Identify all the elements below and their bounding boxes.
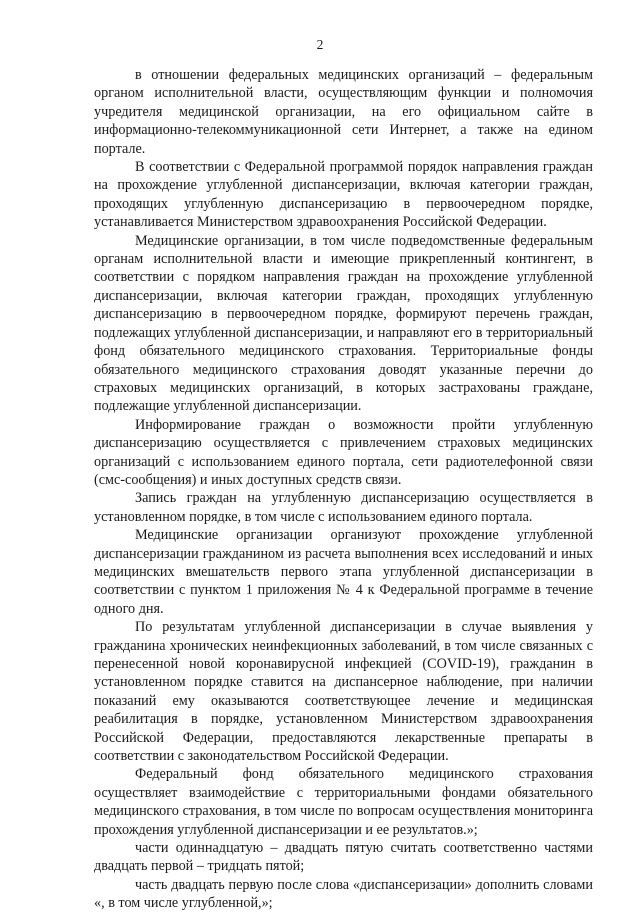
paragraph: части одиннадцатую – двадцать пятую считать соответственно частями двадцать первой – тридцать пятой; xyxy=(94,840,593,875)
paragraph: Медицинские организации организуют прохождение углубленной диспансеризации гражданином из расчета выполнения всех исследований и иных медицинских вмешательств первого этапа углубленной диспансеризации в соответствии с пунктом 1 приложения № 4 к Федеральной программе в течение одного дня. xyxy=(94,527,593,617)
page-number: 2 xyxy=(316,37,324,52)
paragraph: Информирование граждан о возможности пройти углубленную диспансеризацию осуществляется с привлечением страховых медицинских организаций с использованием единого портала, сети радиотелефонной связи (смс-сообщения) и иных доступных средств связи. xyxy=(94,416,593,488)
paragraph: В соответствии с Федеральной программой порядок направления граждан на прохождение углубленной диспансеризации, включая категории граждан, проходящих углубленную диспансеризацию в первоочередном порядке, устанавливается Министерством здравоохранения Российской Федерации. xyxy=(94,159,593,231)
paragraph: в отношении федеральных медицинских организаций – федеральным органом исполнительной власти, осуществляющим функции и полномочия учредителя медицинской организации, на его официальном сайте в информационно-телекоммуникационной сети Интернет, а также на едином портале. xyxy=(94,67,593,157)
document-body xyxy=(94,66,593,913)
paragraph: Медицинские организации, в том числе подведомственные федеральным органам исполнительной власти и имеющие прикрепленный контингент, в соответствии с порядком направления граждан на прохождение углубленной диспансеризации, включая категории граждан, проходящих углубленную диспансеризацию в первоочередном порядке, формируют перечень граждан, подлежащих углубленной диспансеризации, и направляют его в территориальный фонд обязательного медицинского страхования. Территориальные фонды обязательного медицинского страхования доводят указанные перечни до страховых медицинских организаций, в которых застрахованы граждане, подлежащие углубленной диспансеризации. xyxy=(94,232,593,415)
paragraph: часть двадцать первую после слова «диспансеризации» дополнить словами «, в том числе углубленной,»; xyxy=(94,876,593,912)
paragraph: По результатам углубленной диспансеризации в случае выявления у гражданина хронических неинфекционных заболеваний, в том числе связанных с перенесенной новой коронавирусной инфекцией (COVID-19), гражданин в установленном порядке ставится на диспансерное наблюдение, при наличии показаний ему оказываются соответствующее лечение и медицинская реабилитация в порядке, установленном Министерством здравоохранения Российской Федерации, предоставляются лекарственные препараты в соответствии с законодательством Российской Федерации. xyxy=(94,619,593,765)
paragraph: Запись граждан на углубленную диспансеризацию осуществляется в установленном порядке, в том числе с использованием единого портала. xyxy=(94,490,593,525)
paragraph: Федеральный фонд обязательного медицинского страхования осуществляет взаимодействие с территориальными фондами обязательного медицинского страхования, в том числе по вопросам осуществления мониторинга прохождения углубленной диспансеризации и ее результатов.»; xyxy=(94,766,593,838)
